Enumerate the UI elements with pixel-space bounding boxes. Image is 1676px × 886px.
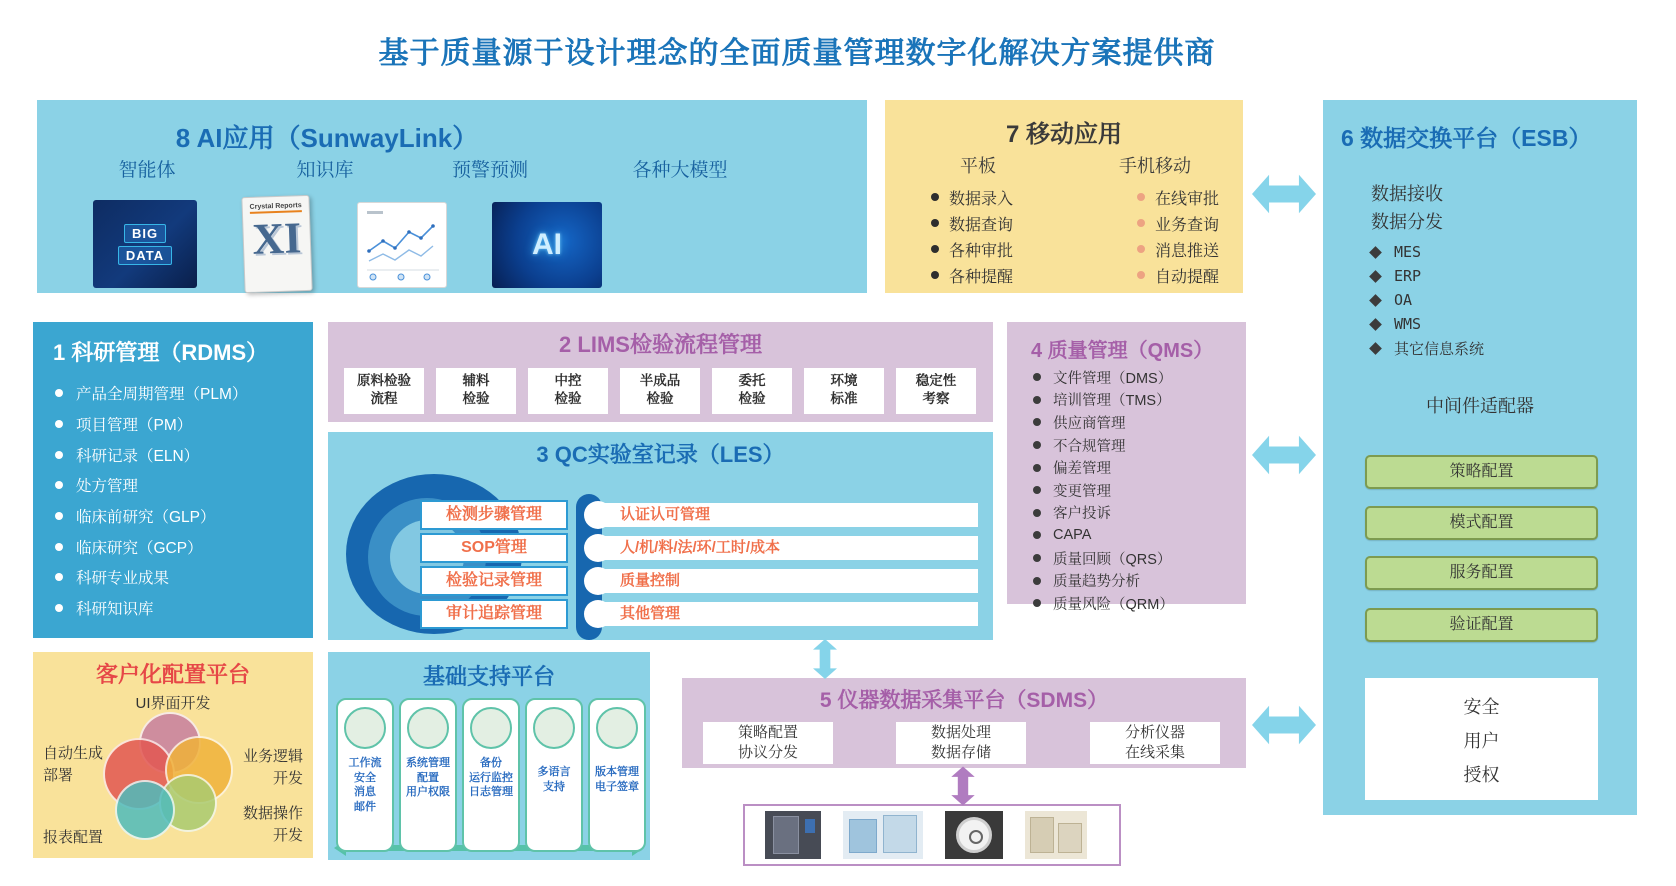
list-item [55, 378, 247, 409]
box-line: 检验 [462, 391, 490, 406]
base-cards-row [336, 698, 646, 852]
bullet-icon [1137, 193, 1145, 201]
box-line: 原料检验 [357, 373, 411, 388]
circle-icon [584, 567, 612, 595]
card-line: 消息 [354, 786, 376, 798]
custom-title: 客户化配置平台 [95, 662, 250, 687]
box-line: 检验 [554, 391, 582, 406]
auto-gen-label-2: 部署 [43, 767, 74, 784]
list-item [1033, 366, 1174, 389]
freezer-panel [805, 819, 815, 833]
les-right-bar [596, 602, 978, 626]
rdms-block [33, 322, 313, 638]
list-item-label: 质量回顾（QRS） [1053, 551, 1172, 568]
list-item-label: 科研记录（ELN） [76, 447, 200, 465]
list-item-label: CAPA [1053, 527, 1092, 544]
list-item [1033, 434, 1174, 457]
bullet-icon [931, 245, 939, 253]
mobile-col1-list [931, 184, 1013, 288]
list-item-label: MES [1394, 243, 1422, 261]
ai-apps-title: 8 AI应用（SunwayLink） [175, 123, 479, 153]
bar-label: 其他管理 [620, 605, 681, 622]
lab-module [849, 819, 877, 853]
base-card [399, 698, 457, 852]
list-item-label: 临床研究（GCP） [76, 539, 203, 557]
security-label: 安全 [1463, 697, 1500, 717]
card-line: 版本管理 [595, 766, 639, 778]
data-ops-label-2: 开发 [272, 827, 303, 844]
line-chart-icon [361, 206, 445, 284]
list-item [1033, 592, 1174, 615]
ai-model-image [492, 202, 602, 288]
list-item [1137, 210, 1219, 236]
circle-icon [470, 707, 512, 749]
biz-logic-label-1: 业务逻辑 [242, 748, 303, 765]
double-arrow-sdms-instruments-icon [950, 766, 976, 806]
sdms-box-data [896, 722, 1026, 764]
list-item [55, 470, 247, 501]
list-item-label: 数据查询 [949, 216, 1014, 234]
card-line: 配置 [417, 771, 439, 784]
list-item [55, 409, 247, 440]
esb-adapter-title: 中间件适配器 [1426, 396, 1534, 416]
mobile-col2-list [1137, 184, 1219, 288]
ui-dev-label: UI界面开发 [135, 695, 211, 712]
les-right-bar [596, 503, 978, 527]
list-item-label: 文件管理（DMS） [1053, 370, 1173, 387]
auto-gen-label-1: 自动生成 [43, 745, 104, 762]
card-line: 系统管理 [406, 757, 450, 769]
lims-process-box [436, 368, 516, 414]
bullet-icon [1033, 464, 1041, 472]
box-line: 稳定性 [915, 373, 957, 388]
list-item [1137, 262, 1219, 288]
crystal-brand-text: Crystal Reports [250, 202, 302, 214]
sdms-box-strategy [703, 722, 833, 764]
list-item [1371, 312, 1484, 336]
bullet-icon [55, 543, 63, 551]
esb-block [1323, 100, 1637, 815]
biz-logic-label-2: 开发 [272, 770, 303, 787]
bullet-icon [55, 451, 63, 459]
strategy-config-button: 策略配置 [1365, 455, 1598, 489]
mobile-apps-block [885, 100, 1243, 293]
crystal-reports-image [241, 195, 312, 293]
mobile-col2-header: 手机移动 [1119, 156, 1191, 176]
list-item [55, 531, 247, 562]
box-line: 中控 [554, 373, 582, 388]
bullet-icon [55, 389, 63, 397]
list-item [1033, 456, 1174, 479]
ai-glyph-text: AI [532, 228, 562, 261]
card-lines [595, 765, 639, 794]
authorization-label: 授权 [1463, 765, 1500, 785]
rdms-list [55, 378, 247, 624]
list-item [1033, 411, 1174, 434]
service-config-button: 服务配置 [1365, 556, 1598, 590]
venn-circle-teal [115, 780, 175, 840]
ai-label-agent: 智能体 [118, 160, 176, 181]
bullet-icon [1033, 486, 1041, 494]
diamond-icon [1369, 294, 1382, 307]
mobile-col1-header: 平板 [960, 156, 996, 176]
list-item-label: OA [1394, 291, 1413, 309]
box-line: 环境 [830, 373, 858, 388]
freezer-instrument-image [765, 811, 821, 859]
forecast-chart-image [357, 202, 447, 288]
box-line: 流程 [370, 391, 398, 406]
bullet-icon [1137, 271, 1145, 279]
user-label: 用户 [1463, 731, 1500, 751]
box-line: 数据处理 [930, 724, 991, 741]
lims-process-box [620, 368, 700, 414]
circle-icon [344, 707, 386, 749]
bullet-icon [1033, 418, 1041, 426]
circle-icon [407, 707, 449, 749]
circle-icon [533, 707, 575, 749]
freezer-door [773, 816, 799, 854]
list-item-label: 在线审批 [1155, 190, 1220, 208]
esb-data-dispatch: 数据分发 [1371, 212, 1443, 232]
box-line: 数据存储 [930, 744, 991, 761]
list-item [1033, 569, 1174, 592]
bullet-icon [1033, 441, 1041, 449]
lims-process-box [528, 368, 608, 414]
card-line: 邮件 [354, 800, 376, 813]
lims-process-box [344, 368, 424, 414]
card-line: 支持 [543, 780, 565, 793]
list-item [55, 562, 247, 593]
qms-list [1033, 366, 1174, 615]
box-line: 检验 [646, 391, 674, 406]
list-item [1033, 479, 1174, 502]
box-line: 辅料 [462, 373, 490, 388]
analyzer-module [1058, 823, 1082, 853]
bar-label: 质量控制 [620, 572, 681, 589]
list-item-label: 处方管理 [76, 478, 139, 496]
list-item-label: 客户投诉 [1053, 506, 1111, 523]
bullet-icon [55, 512, 63, 520]
lims-title: 2 LIMS检验流程管理 [559, 332, 762, 357]
list-item [931, 236, 1013, 262]
lims-block [328, 322, 993, 422]
data-ops-label-1: 数据操作 [242, 805, 303, 822]
list-item-label: 其它信息系统 [1394, 339, 1485, 358]
base-card [336, 698, 394, 852]
bullet-icon [1033, 577, 1041, 585]
list-item-label: 产品全周期管理（PLM） [76, 386, 248, 404]
bullet-icon [1033, 396, 1041, 404]
lims-process-box [804, 368, 884, 414]
list-item-label: 培训管理（TMS） [1053, 393, 1171, 410]
list-item-label: 项目管理（PM） [76, 417, 193, 435]
circle-icon [584, 534, 612, 562]
diamond-icon [1369, 342, 1382, 355]
bullet-icon [1137, 219, 1145, 227]
bullet-icon [931, 219, 939, 227]
list-item-label: 偏差管理 [1053, 461, 1111, 478]
mobile-title: 7 移动应用 [1005, 121, 1122, 148]
double-arrow-les-sdms-icon [803, 639, 847, 679]
double-arrow-mobile-esb-icon [1252, 172, 1316, 216]
base-platform-block [328, 652, 650, 860]
lims-process-box [896, 368, 976, 414]
gauge-face [956, 817, 992, 853]
bullet-icon [55, 604, 63, 612]
ai-label-forecast: 预警预测 [451, 160, 528, 181]
les-left-box: 检验记录管理 [420, 566, 568, 596]
circle-icon [596, 707, 638, 749]
box-line: 标准 [830, 391, 858, 406]
les-left-box: 检测步骤管理 [420, 500, 568, 530]
sdms-box-instrument [1090, 722, 1220, 764]
box-line: 策略配置 [737, 724, 798, 741]
list-item-label: 质量趋势分析 [1053, 574, 1140, 591]
lab-machine-image [843, 811, 923, 859]
list-item-label: WMS [1394, 315, 1422, 333]
esb-title: 6 数据交换平台（ESB） [1341, 125, 1592, 151]
ai-label-knowledge: 知识库 [296, 160, 354, 181]
list-item [931, 262, 1013, 288]
double-arrow-qms-esb-icon [1252, 433, 1316, 477]
base-title: 基础支持平台 [422, 664, 555, 689]
card-line: 电子签章 [595, 780, 639, 793]
mode-config-button: 模式配置 [1365, 506, 1598, 540]
box-line: 检验 [738, 391, 766, 406]
base-card [525, 698, 583, 852]
list-item [1371, 264, 1484, 288]
card-lines [406, 756, 450, 800]
card-line: 备份 [480, 757, 502, 769]
report-config-label: 报表配置 [43, 829, 104, 846]
bar-label: 认证认可管理 [620, 506, 711, 523]
base-card [462, 698, 520, 852]
bullet-icon [1033, 531, 1041, 539]
list-item-label: 质量风险（QRM） [1053, 596, 1174, 613]
list-item-label: 临床前研究（GLP） [76, 509, 216, 527]
list-item [55, 593, 247, 624]
circle-icon [584, 600, 612, 628]
analyzer-instrument-image [1025, 811, 1087, 859]
list-item [1371, 288, 1484, 312]
list-item [931, 184, 1013, 210]
les-right-bar [596, 569, 978, 593]
bullet-icon [55, 420, 63, 428]
card-line: 工作流 [348, 757, 382, 769]
list-item [55, 501, 247, 532]
box-line: 半成品 [639, 373, 681, 388]
sdms-title: 5 仪器数据采集平台（SDMS） [819, 689, 1109, 712]
bullet-icon [1137, 245, 1145, 253]
lims-process-box [712, 368, 792, 414]
qms-title: 4 质量管理（QMS） [1031, 340, 1214, 362]
box-line: 考察 [922, 391, 950, 406]
diamond-icon [1369, 318, 1382, 331]
card-line: 运行监控 [469, 771, 513, 784]
list-item [1033, 389, 1174, 412]
ai-apps-block [37, 100, 867, 293]
rdms-title: 1 科研管理（RDMS） [53, 340, 269, 365]
custom-config-block [33, 652, 313, 858]
analyzer-module [1030, 817, 1054, 853]
list-item [1137, 236, 1219, 262]
les-right-bar [596, 536, 978, 560]
lab-module [883, 815, 917, 853]
bullet-icon [931, 271, 939, 279]
bullet-icon [1033, 373, 1041, 381]
list-item [1033, 547, 1174, 570]
box-line: 在线采集 [1124, 744, 1185, 761]
bullet-icon [55, 573, 63, 581]
card-line: 安全 [354, 771, 376, 784]
les-title: 3 QC实验室记录（LES） [536, 442, 785, 467]
list-item [55, 439, 247, 470]
bullet-icon [931, 193, 939, 201]
les-left-box: SOP管理 [420, 533, 568, 563]
esb-security-box [1365, 678, 1598, 800]
box-line: 分析仪器 [1124, 724, 1185, 741]
lims-process-row [344, 368, 977, 414]
bullet-icon [55, 481, 63, 489]
card-lines [469, 756, 513, 800]
card-lines [538, 765, 571, 794]
list-item-label: 数据录入 [949, 190, 1014, 208]
list-item-label: 消息推送 [1155, 242, 1220, 260]
bullet-icon [1033, 554, 1041, 562]
list-item-label: 变更管理 [1053, 483, 1111, 500]
list-item [1371, 336, 1484, 360]
list-item-label: 自动提醒 [1155, 268, 1220, 286]
big-data-image [93, 200, 197, 288]
circle-icon [584, 501, 612, 529]
list-item-label: 供应商管理 [1053, 415, 1126, 432]
list-item [931, 210, 1013, 236]
ai-label-models: 各种大模型 [632, 160, 728, 181]
big-data-text-2: DATA [118, 246, 172, 265]
esb-data-receive: 数据接收 [1371, 184, 1443, 204]
list-item [1137, 184, 1219, 210]
crystal-xi-text: XI [251, 213, 303, 264]
validation-config-button: 验证配置 [1365, 608, 1598, 642]
esb-systems-list [1371, 240, 1484, 360]
list-item-label: 各种审批 [949, 242, 1014, 260]
bullet-icon [1033, 509, 1041, 517]
card-line: 用户权限 [406, 786, 450, 798]
double-arrow-sdms-esb-icon [1252, 703, 1316, 747]
card-lines [349, 756, 382, 814]
page-title: 基于质量源于设计理念的全面质量管理数字化解决方案提供商 [378, 37, 1216, 70]
list-item [1033, 524, 1174, 547]
box-line: 委托 [738, 373, 766, 388]
list-item-label: 各种提醒 [949, 268, 1014, 286]
les-left-box: 审计追踪管理 [420, 599, 568, 629]
instruments-strip [743, 804, 1121, 866]
list-item [1033, 502, 1174, 525]
diamond-icon [1369, 246, 1382, 259]
diamond-icon [1369, 270, 1382, 283]
list-item [1371, 240, 1484, 264]
base-card [588, 698, 646, 852]
list-item-label: 不合规管理 [1053, 438, 1126, 455]
gauge-instrument-image [945, 811, 1003, 859]
list-item-label: 业务查询 [1155, 216, 1220, 234]
box-line: 协议分发 [737, 744, 798, 761]
list-item-label: 科研专业成果 [76, 570, 170, 588]
sdms-block [682, 678, 1246, 768]
big-data-text-1: BIG [124, 224, 166, 243]
card-line: 日志管理 [469, 786, 513, 798]
list-item-label: 科研知识库 [76, 601, 154, 619]
card-line: 多语言 [537, 766, 571, 778]
qms-block [1007, 322, 1246, 613]
les-block [328, 432, 993, 640]
list-item-label: ERP [1394, 267, 1422, 285]
bar-label: 人/机/料/法/环/工时/成本 [620, 539, 781, 556]
bullet-icon [1033, 599, 1041, 607]
